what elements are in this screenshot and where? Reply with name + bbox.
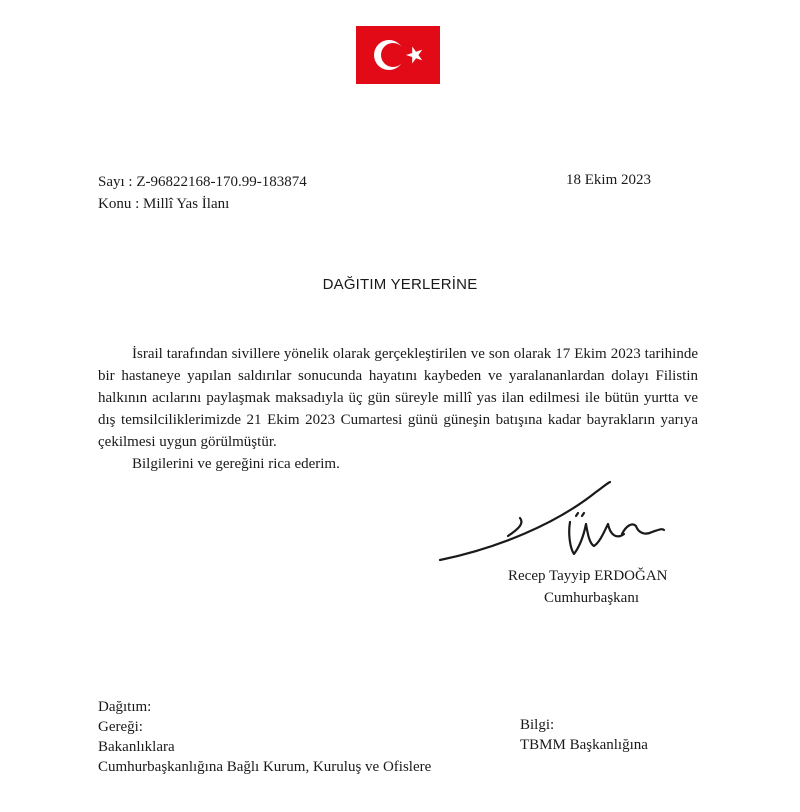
body-paragraph-1: İsrail tarafından sivillere yönelik olarak gerçekleştirilen ve son olarak 17 Ekim 2023 tarihinde bir hastaneye yapılan saldırılar sonucunda hayatını kaybeden ve yaralananlardan dolayı Filistin halkının acılarını paylaşmak maksadıyla üç gün süreyle millî yas ilan edilmesi ile bütün yurtta ve dış temsilciliklerimizde 21 Ekim 2023 Cumartesi günü güneşin batışına kadar bayrakların yarıya çekilmesi uygun görülmüştür. [98,346,698,450]
konu-value: : Millî Yas İlanı [135,196,230,212]
info-label: Bilgi: [520,717,555,733]
info-block [520,715,648,755]
action-item: Bakanlıklara [98,739,175,755]
distribution-block [98,697,431,777]
document-date: 18 Ekim 2023 [566,172,651,188]
info-item: TBMM Başkanlığına [520,737,648,753]
signer-name: Recep Tayyip ERDOĞAN [508,568,668,584]
sayi-line [98,172,307,192]
action-item: Cumhurbaşkanlığına Bağlı Kurum, Kuruluş ve Ofislere [98,759,432,775]
turkish-flag-icon [356,26,440,84]
konu-line [98,194,229,214]
konu-label: Konu [98,196,132,212]
body-paragraph-2: Bilgilerini ve gereğini rica ederim. [132,456,340,472]
handwritten-signature [438,478,668,578]
sayi-value: : Z-96822168-170.99-183874 [128,174,307,190]
sayi-label: Sayı [98,174,125,190]
distribution-label: Dağıtım: [98,699,152,715]
action-label: Gereği: [98,719,143,735]
signer-title: Cumhurbaşkanı [544,590,639,606]
document-heading: DAĞITIM YERLERİNE [322,276,478,293]
document-body [98,343,698,475]
